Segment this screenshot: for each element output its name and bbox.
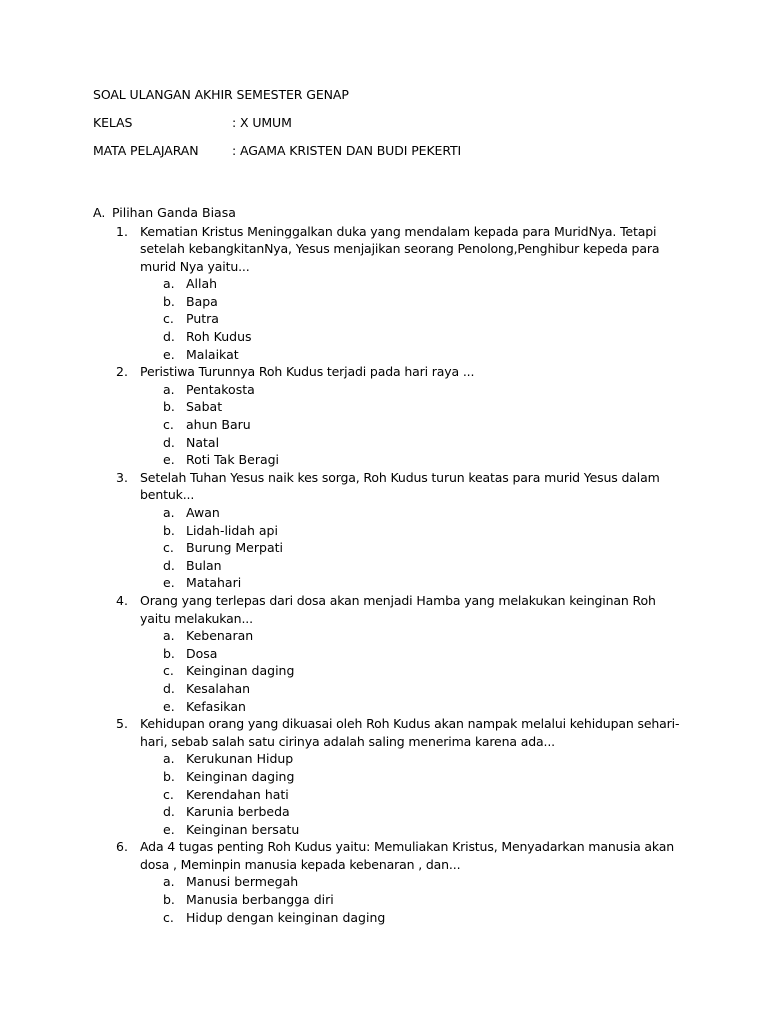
option-letter: b.: [163, 645, 175, 661]
option-letter: a.: [163, 874, 175, 890]
option-text: Dosa: [186, 645, 218, 661]
question-text: Kematian Kristus Meninggalkan duka yang mendalam kepada para MuridNya. Tetapi setelah kebangkitanNya, Yesus menjajikan seorang Penolong,Penghibur kepeda para murid Nya yaitu...: [140, 223, 660, 274]
option-letter: c.: [163, 540, 174, 556]
question-text: Orang yang terlepas dari dosa akan menjadi Hamba yang melakukan keinginan Roh yaitu melakukan...: [140, 592, 656, 626]
class-value: : X UMUM: [232, 115, 292, 130]
option-letter: c.: [163, 786, 174, 802]
section-title: Pilihan Ganda Biasa: [112, 205, 236, 220]
option-letter: c.: [163, 663, 174, 679]
option-letter: b.: [163, 768, 175, 784]
option-item: [140, 873, 680, 891]
question-text: Ada 4 tugas penting Roh Kudus yaitu: Memuliakan Kristus, Menyadarkan manusia akan dosa , Meminpin manusia kepada kebenaran , dan...: [140, 839, 675, 872]
option-letter: e.: [163, 346, 175, 362]
option-text: Kesalahan: [186, 680, 251, 696]
option-text: Manusia berbangga diri: [186, 892, 334, 908]
question-1: [0, 223, 680, 364]
option-text: Sabat: [186, 399, 223, 415]
section-letter: A.: [93, 205, 106, 220]
question-list: [0, 223, 768, 927]
question-5: [0, 715, 680, 838]
option-text: Manusi bermegah: [186, 874, 299, 890]
question-text: Kehidupan orang yang dikuasai oleh Roh Kudus akan nampak melalui kehidupan sehari-hari, sebab salah satu cirinya adalah saling menerima karena ada...: [140, 716, 680, 749]
option-item: [140, 539, 680, 557]
question-4: [0, 592, 680, 715]
option-letter: d.: [163, 804, 175, 820]
question-number: 6.: [116, 839, 128, 855]
section-heading: [93, 205, 236, 220]
option-text: ahun Baru: [186, 417, 251, 433]
option-item: [140, 451, 680, 469]
option-letter: d.: [163, 329, 175, 345]
option-list: [140, 627, 680, 715]
option-text: Burung Merpati: [186, 540, 283, 556]
option-text: Roh Kudus: [186, 329, 252, 345]
question-2: [0, 363, 680, 469]
option-text: Kefasikan: [186, 698, 246, 714]
option-letter: d.: [163, 434, 175, 450]
option-item: [140, 891, 680, 909]
question-number: 3.: [116, 469, 128, 485]
option-letter: c.: [163, 909, 174, 925]
option-list: [140, 504, 680, 592]
option-text: Bapa: [186, 293, 218, 309]
option-letter: d.: [163, 680, 175, 696]
option-item: [140, 821, 680, 839]
option-text: Putra: [186, 311, 219, 327]
option-text: Keinginan daging: [186, 663, 295, 679]
option-item: [140, 574, 680, 592]
option-letter: c.: [163, 311, 174, 327]
subject-value: : AGAMA KRISTEN DAN BUDI PEKERTI: [232, 143, 462, 158]
option-item: [140, 381, 680, 399]
option-item: [140, 310, 680, 328]
option-letter: e.: [163, 452, 175, 468]
question-number: 1.: [116, 223, 128, 239]
option-text: Kebenaran: [186, 628, 254, 644]
question-3: [0, 469, 680, 592]
option-item: [140, 909, 680, 927]
option-list: [140, 275, 680, 363]
option-item: [140, 416, 680, 434]
option-letter: a.: [163, 505, 175, 520]
option-text: Bulan: [186, 557, 222, 573]
question-text: Setelah Tuhan Yesus naik kes sorga, Roh Kudus turun keatas para murid Yesus dalam bentuk...: [140, 469, 660, 503]
option-item: [140, 803, 680, 821]
option-letter: e.: [163, 698, 175, 714]
option-item: [140, 293, 680, 311]
subject-label: MATA PELAJARAN: [93, 143, 199, 158]
option-text: Roti Tak Beragi: [186, 452, 280, 468]
option-item: [140, 504, 680, 522]
option-item: [140, 786, 680, 804]
option-item: [140, 662, 680, 680]
option-letter: b.: [163, 892, 175, 908]
option-item: [140, 328, 680, 346]
option-letter: a.: [163, 276, 175, 292]
option-item: [140, 434, 680, 452]
option-item: [140, 522, 680, 540]
option-letter: a.: [163, 381, 175, 397]
option-list: [140, 750, 680, 838]
option-text: Keinginan daging: [186, 768, 295, 784]
option-letter: a.: [163, 751, 175, 767]
option-item: [140, 346, 680, 364]
option-item: [140, 275, 680, 293]
option-text: Keinginan bersatu: [186, 821, 300, 837]
option-letter: b.: [163, 399, 175, 415]
option-list: [140, 873, 680, 926]
class-row: [93, 115, 292, 130]
option-item: [140, 768, 680, 786]
option-text: Allah: [186, 276, 218, 292]
option-letter: e.: [163, 821, 175, 837]
subject-row: [93, 143, 462, 158]
option-letter: d.: [163, 557, 175, 573]
option-text: Malaikat: [186, 346, 239, 362]
question-6: [0, 838, 680, 926]
option-item: [140, 645, 680, 663]
option-text: Lidah-lidah api: [186, 522, 278, 538]
option-text: Kerendahan hati: [186, 786, 289, 802]
option-text: Pentakosta: [186, 381, 255, 397]
option-item: [140, 750, 680, 768]
question-number: 2.: [116, 364, 128, 380]
option-text: Natal: [186, 434, 220, 450]
exam-title: SOAL ULANGAN AKHIR SEMESTER GENAP: [93, 87, 349, 102]
question-text: Peristiwa Turunnya Roh Kudus terjadi pada hari raya ...: [140, 364, 475, 380]
option-letter: b.: [163, 293, 175, 309]
option-text: Hidup dengan keinginan daging: [186, 909, 386, 925]
question-number: 4.: [116, 592, 128, 608]
option-text: Matahari: [186, 575, 242, 591]
option-text: Awan: [186, 505, 220, 520]
option-item: [140, 627, 680, 645]
option-item: [140, 680, 680, 698]
option-item: [140, 398, 680, 416]
option-letter: a.: [163, 628, 175, 644]
option-item: [140, 698, 680, 716]
option-text: Karunia berbeda: [186, 804, 290, 820]
question-number: 5.: [116, 716, 128, 732]
option-text: Kerukunan Hidup: [186, 751, 294, 767]
class-label: KELAS: [93, 115, 133, 130]
option-item: [140, 557, 680, 575]
option-letter: e.: [163, 575, 175, 591]
option-list: [140, 381, 680, 469]
option-letter: b.: [163, 522, 175, 538]
option-letter: c.: [163, 417, 174, 433]
